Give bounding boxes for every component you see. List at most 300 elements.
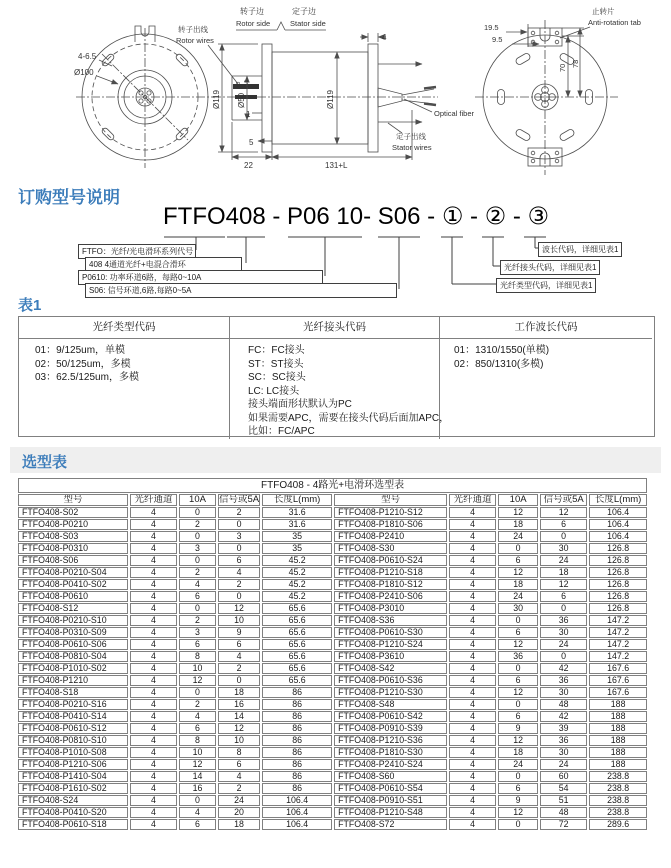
value-cell: 86 <box>262 687 332 698</box>
model-cell: FTFO408-P3610 <box>334 651 447 662</box>
value-cell: 167.6 <box>589 687 647 698</box>
table-row <box>18 543 647 554</box>
table1 <box>18 316 655 437</box>
dim-1: 1 <box>246 110 251 119</box>
value-cell: 4 <box>449 771 496 782</box>
value-cell: 4 <box>449 567 496 578</box>
value-cell: 0 <box>540 651 587 662</box>
value-cell: 6 <box>218 759 260 770</box>
connector-list-item: SC：SC接头 <box>248 372 306 383</box>
wavelength-list-item: 02：850/1310(多模) <box>454 358 544 370</box>
value-cell: 106.4 <box>589 531 647 542</box>
value-cell: 16 <box>179 783 216 794</box>
model-cell: FTFO408-S02 <box>18 507 128 518</box>
value-cell: 188 <box>589 735 647 746</box>
value-cell: 9 <box>498 723 538 734</box>
connector-list-item: 如果需要APC，需要在接头代码后面加APC， <box>248 412 450 424</box>
value-cell: 4 <box>449 651 496 662</box>
selection-column-header: 信号或5A <box>219 494 260 505</box>
value-cell: 0 <box>218 591 260 602</box>
model-number-item: ① <box>441 203 464 230</box>
optical-fiber-label: Optical fiber <box>434 109 475 118</box>
value-cell: 4 <box>449 783 496 794</box>
model-cell: FTFO408-P0210 <box>18 519 128 530</box>
table-row <box>18 771 647 782</box>
value-cell: 18 <box>498 747 538 758</box>
value-cell: 4 <box>130 795 177 806</box>
value-cell: 4 <box>449 615 496 626</box>
value-cell: 9 <box>218 627 260 638</box>
value-cell: 4 <box>130 603 177 614</box>
table-row <box>18 651 647 662</box>
rear-view-drawing <box>475 6 641 175</box>
value-cell: 12 <box>218 723 260 734</box>
value-cell: 4 <box>130 639 177 650</box>
model-cell: FTFO408-P0910-S39 <box>334 723 447 734</box>
value-cell: 106.4 <box>589 507 647 518</box>
connector-list <box>230 339 450 439</box>
connector-list-item: FC：FC接头 <box>248 345 305 356</box>
value-cell: 126.8 <box>589 567 647 578</box>
value-cell: 48 <box>540 807 587 818</box>
model-cell: FTFO408-P1010-S02 <box>18 663 128 674</box>
model-cell: FTFO408-P2410-S24 <box>334 759 447 770</box>
dia119-left-dim: Ø119 <box>212 90 221 109</box>
model-cell: FTFO408-P0610-S24 <box>334 555 447 566</box>
value-cell: 0 <box>179 795 216 806</box>
dim-78: 78 <box>571 59 580 68</box>
value-cell: 6 <box>498 711 538 722</box>
model-cell: FTFO408-S12 <box>18 603 128 614</box>
selection-column-header: 10A <box>179 494 216 506</box>
model-cell: FTFO408-P0610-S18 <box>18 819 128 830</box>
value-cell: 10 <box>218 735 260 746</box>
model-number-item: - <box>420 203 442 230</box>
value-cell: 188 <box>589 699 647 710</box>
model-cell: FTFO408-P1810-S30 <box>334 747 447 758</box>
model-cell: FTFO408-P0610 <box>18 591 128 602</box>
value-cell: 4 <box>449 603 496 614</box>
technical-drawing <box>0 0 671 180</box>
value-cell: 4 <box>449 555 496 566</box>
value-cell: 45.2 <box>262 591 332 602</box>
model-cell: FTFO408-P1610-S02 <box>18 783 128 794</box>
value-cell: 4 <box>449 687 496 698</box>
model-cell: FTFO408-P1210-S18 <box>334 567 447 578</box>
value-cell: 4 <box>218 567 260 578</box>
value-cell: 4 <box>130 507 177 518</box>
table-row <box>18 699 647 710</box>
value-cell: 4 <box>449 675 496 686</box>
value-cell: 106.4 <box>262 795 332 806</box>
value-cell: 36 <box>540 615 587 626</box>
value-cell: 31.6 <box>262 507 332 518</box>
value-cell: 238.8 <box>589 795 647 806</box>
model-cell: FTFO408-P0410-S02 <box>18 579 128 590</box>
value-cell: 6 <box>498 675 538 686</box>
value-cell: 6 <box>179 723 216 734</box>
model-cell: FTFO408-P0910-S51 <box>334 795 447 806</box>
model-cell: FTFO408-P0810-S04 <box>18 651 128 662</box>
value-cell: 4 <box>130 699 177 710</box>
table-row <box>18 747 647 758</box>
value-cell: 4 <box>449 807 496 818</box>
value-cell: 0 <box>218 675 260 686</box>
value-cell: 16 <box>218 699 260 710</box>
value-cell: 42 <box>540 663 587 674</box>
model-cell: FTFO408-P0610-S30 <box>334 627 447 638</box>
connector-list-item: 比如：FC/APC <box>248 426 315 437</box>
model-cell: FTFO408-P1010-S08 <box>18 747 128 758</box>
model-cell: FTFO408-S48 <box>334 699 447 710</box>
value-cell: 4 <box>449 819 496 830</box>
value-cell: 4 <box>449 627 496 638</box>
table-row <box>18 519 647 530</box>
model-number-item: - <box>363 203 378 230</box>
value-cell: 0 <box>498 663 538 674</box>
value-cell: 12 <box>179 675 216 686</box>
value-cell: 3 <box>179 543 216 554</box>
fiber-type-list-item: 02：50/125um，多模 <box>35 358 131 370</box>
value-cell: 36 <box>540 735 587 746</box>
dia50-dim: Ø50 <box>237 92 246 108</box>
anti-rotation-tab-label-en: Anti-rotation tab <box>588 18 641 27</box>
fiber-type-list-item: 01：9/125um，单模 <box>35 345 126 356</box>
table-row <box>18 711 647 722</box>
model-cell: FTFO408-P0210-S16 <box>18 699 128 710</box>
value-cell: 24 <box>540 639 587 650</box>
value-cell: 9 <box>498 795 538 806</box>
value-cell: 54 <box>540 783 587 794</box>
model-cell: FTFO408-P0610-S06 <box>18 639 128 650</box>
value-cell: 45.2 <box>262 555 332 566</box>
model-cell: FTFO408-P1210-S30 <box>334 687 447 698</box>
selection-column-header: 光纤通道 <box>449 494 496 506</box>
value-cell: 6 <box>179 591 216 602</box>
value-cell: 65.6 <box>262 615 332 626</box>
value-cell: 35 <box>262 543 332 554</box>
table-row <box>18 615 647 626</box>
value-cell: 12 <box>498 735 538 746</box>
model-cell: FTFO408-P0210-S04 <box>18 567 128 578</box>
model-number-item: - <box>265 203 288 230</box>
value-cell: 4 <box>449 579 496 590</box>
dim-131L: 131+L <box>325 161 348 170</box>
value-cell: 4 <box>130 723 177 734</box>
value-cell: 24 <box>540 555 587 566</box>
value-cell: 18 <box>498 579 538 590</box>
value-cell: 106.4 <box>262 807 332 818</box>
value-cell: 6 <box>498 555 538 566</box>
value-cell: 86 <box>262 735 332 746</box>
value-cell: 36 <box>540 675 587 686</box>
value-cell: 4 <box>449 639 496 650</box>
model-cell: FTFO408-P0310-S09 <box>18 627 128 638</box>
value-cell: 72 <box>540 819 587 830</box>
value-cell: 6 <box>540 519 587 530</box>
table-row <box>18 591 647 602</box>
value-cell: 24 <box>540 759 587 770</box>
value-cell: 4 <box>130 615 177 626</box>
value-cell: 4 <box>130 555 177 566</box>
value-cell: 4 <box>449 507 496 518</box>
value-cell: 4 <box>130 747 177 758</box>
value-cell: 20 <box>218 807 260 818</box>
selection-table <box>16 477 649 831</box>
model-cell: FTFO408-S06 <box>18 555 128 566</box>
value-cell: 2 <box>179 615 216 626</box>
value-cell: 4 <box>130 819 177 830</box>
value-cell: 188 <box>589 759 647 770</box>
value-cell: 12 <box>540 579 587 590</box>
value-cell: 18 <box>540 567 587 578</box>
model-number-item: ③ <box>527 203 550 230</box>
value-cell: 188 <box>589 711 647 722</box>
selection-column-header: 光纤通道 <box>130 494 177 506</box>
value-cell: 2 <box>218 507 260 518</box>
model-number-item: ② <box>484 203 507 230</box>
value-cell: 4 <box>130 567 177 578</box>
value-cell: 106.4 <box>589 519 647 530</box>
value-cell: 2 <box>218 783 260 794</box>
model-cell: FTFO408-S60 <box>334 771 447 782</box>
value-cell: 106.4 <box>262 819 332 830</box>
table-row <box>18 663 647 674</box>
model-cell: FTFO408-P1210-S06 <box>18 759 128 770</box>
value-cell: 39 <box>540 723 587 734</box>
value-cell: 126.8 <box>589 603 647 614</box>
selection-column-header: 型号 <box>334 494 447 506</box>
model-number-item: 408 <box>225 203 266 230</box>
model-cell: FTFO408-P1210-S36 <box>334 735 447 746</box>
value-cell: 10 <box>179 663 216 674</box>
dim-9-5: 9.5 <box>492 35 503 44</box>
connector-list-item: LC: LC接头 <box>248 385 300 397</box>
value-cell: 4 <box>449 723 496 734</box>
value-cell: 3 <box>218 531 260 542</box>
value-cell: 48 <box>540 699 587 710</box>
table-row <box>18 555 647 566</box>
value-cell: 147.2 <box>589 639 647 650</box>
model-cell: FTFO408-P0610-S42 <box>334 711 447 722</box>
table-row <box>18 639 647 650</box>
value-cell: 12 <box>498 567 538 578</box>
table-row <box>18 783 647 794</box>
value-cell: 4 <box>130 627 177 638</box>
dim-4: 4 <box>382 33 387 42</box>
model-cell: FTFO408-P1410-S04 <box>18 771 128 782</box>
value-cell: 12 <box>498 507 538 518</box>
selection-column-header: 10A <box>498 494 538 506</box>
value-cell: 4 <box>179 807 216 818</box>
table-row <box>18 807 647 818</box>
value-cell: 4 <box>130 531 177 542</box>
value-cell: 188 <box>589 747 647 758</box>
value-cell: 30 <box>540 627 587 638</box>
selection-heading-bar <box>10 447 661 473</box>
value-cell: 10 <box>179 747 216 758</box>
model-cell: FTFO408-P0310 <box>18 543 128 554</box>
value-cell: 0 <box>179 531 216 542</box>
stator-wires-label-en: Stator wires <box>392 143 432 152</box>
value-cell: 86 <box>262 771 332 782</box>
value-cell: 0 <box>498 819 538 830</box>
dia50-tol-bottom: -0.1 <box>244 79 250 89</box>
value-cell: 12 <box>498 639 538 650</box>
table-row <box>18 531 647 542</box>
model-cell: FTFO408-S42 <box>334 663 447 674</box>
value-cell: 4 <box>130 579 177 590</box>
model-cell: FTFO408-P1210 <box>18 675 128 686</box>
model-note-connector: 光纤接头代码，详细见表1 <box>500 260 600 275</box>
table1-heading: 表1 <box>18 297 42 314</box>
value-cell: 0 <box>179 603 216 614</box>
value-cell: 4 <box>218 771 260 782</box>
value-cell: 6 <box>218 639 260 650</box>
value-cell: 0 <box>179 555 216 566</box>
stator-side-label-en: Stator side <box>290 19 326 28</box>
model-cell: FTFO408-P0410-S20 <box>18 807 128 818</box>
model-number-item: - <box>463 203 485 230</box>
value-cell: 0 <box>179 507 216 518</box>
value-cell: 8 <box>179 735 216 746</box>
value-cell: 238.8 <box>589 771 647 782</box>
value-cell: 24 <box>498 591 538 602</box>
value-cell: 86 <box>262 723 332 734</box>
value-cell: 4 <box>449 795 496 806</box>
value-cell: 65.6 <box>262 675 332 686</box>
value-cell: 10 <box>218 615 260 626</box>
anti-rotation-tab-label-cn: 止转片 <box>592 7 615 16</box>
value-cell: 2 <box>179 519 216 530</box>
selection-column-header: 信号或5A <box>540 494 587 506</box>
value-cell: 126.8 <box>589 591 647 602</box>
value-cell: 12 <box>498 807 538 818</box>
value-cell: 24 <box>498 531 538 542</box>
table-row <box>18 567 647 578</box>
connector-list-item: 接头端面形状默认为PC <box>248 399 352 410</box>
value-cell: 12 <box>498 687 538 698</box>
value-cell: 289.6 <box>589 819 647 830</box>
value-cell: 0 <box>179 687 216 698</box>
value-cell: 126.8 <box>589 579 647 590</box>
value-cell: 4 <box>130 687 177 698</box>
wavelength-list-item: 01：1310/1550(单模) <box>454 345 550 356</box>
value-cell: 6 <box>498 627 538 638</box>
value-cell: 65.6 <box>262 603 332 614</box>
model-cell: FTFO408-P0810-S10 <box>18 735 128 746</box>
value-cell: 65.6 <box>262 627 332 638</box>
model-cell: FTFO408-S30 <box>334 543 447 554</box>
model-cell: FTFO408-P1810-S12 <box>334 579 447 590</box>
table-row <box>18 687 647 698</box>
value-cell: 6 <box>540 591 587 602</box>
model-cell: FTFO408-S24 <box>18 795 128 806</box>
value-cell: 30 <box>540 543 587 554</box>
model-cell: FTFO408-P1810-S06 <box>334 519 447 530</box>
value-cell: 65.6 <box>262 639 332 650</box>
fiber-type-list-item: 03：62.5/125um，多模 <box>35 372 139 383</box>
selection-column-header: 型号 <box>18 494 128 506</box>
value-cell: 4 <box>130 651 177 662</box>
table-row <box>18 627 647 638</box>
selection-heading: 选型表 <box>22 454 68 471</box>
value-cell: 4 <box>130 663 177 674</box>
value-cell: 4 <box>130 519 177 530</box>
model-cell: FTFO408-S03 <box>18 531 128 542</box>
side-view-drawing <box>176 6 475 170</box>
wavelength-list <box>440 339 652 439</box>
value-cell: 0 <box>498 699 538 710</box>
stator-wires-label-cn: 定子出线 <box>396 132 426 141</box>
value-cell: 65.6 <box>262 651 332 662</box>
value-cell: 0 <box>498 771 538 782</box>
model-note-power: P0610: 功率环道6路，每路0~10A <box>78 270 323 285</box>
value-cell: 36 <box>498 651 538 662</box>
value-cell: 65.6 <box>262 663 332 674</box>
value-cell: 0 <box>540 603 587 614</box>
rotor-wires-label-cn: 转子出线 <box>178 25 208 34</box>
table-row <box>18 723 647 734</box>
model-number-item: P06 10 <box>287 203 364 230</box>
model-number-item: S06 <box>377 203 421 230</box>
dim-19-5: 19.5 <box>484 23 499 32</box>
value-cell: 4 <box>130 783 177 794</box>
value-cell: 30 <box>540 747 587 758</box>
value-cell: 2 <box>179 567 216 578</box>
table1-col-wavelength: 工作波长代码 <box>440 317 652 339</box>
value-cell: 4 <box>130 711 177 722</box>
connector-list-item: ST：ST接头 <box>248 358 304 370</box>
front-holes-dim: 4-6.5 <box>78 52 97 61</box>
model-cell: FTFO408-P0610-S36 <box>334 675 447 686</box>
value-cell: 167.6 <box>589 663 647 674</box>
fiber-type-list <box>19 339 230 439</box>
value-cell: 30 <box>498 603 538 614</box>
value-cell: 2 <box>179 699 216 710</box>
stator-side-label-cn: 定子边 <box>292 7 316 16</box>
value-cell: 86 <box>262 783 332 794</box>
model-cell: FTFO408-S72 <box>334 819 447 830</box>
value-cell: 12 <box>179 759 216 770</box>
value-cell: 4 <box>130 771 177 782</box>
value-cell: 14 <box>218 711 260 722</box>
table-row <box>18 735 647 746</box>
value-cell: 4 <box>449 591 496 602</box>
model-cell: FTFO408-P0410-S14 <box>18 711 128 722</box>
model-cell: FTFO408-S36 <box>334 615 447 626</box>
table1-col-connector: 光纤接头代码 <box>230 317 440 339</box>
value-cell: 6 <box>179 819 216 830</box>
selection-header-row <box>18 494 647 506</box>
value-cell: 188 <box>589 723 647 734</box>
value-cell: 147.2 <box>589 651 647 662</box>
value-cell: 4 <box>449 735 496 746</box>
model-number-item: - <box>506 203 528 230</box>
model-note-series: FTFO：光纤/光电滑环系列代号 <box>78 244 196 259</box>
rotor-side-label-en: Rotor side <box>236 19 271 28</box>
table-row <box>18 507 647 518</box>
value-cell: 4 <box>130 543 177 554</box>
model-cell: FTFO408-P2410-S06 <box>334 591 447 602</box>
value-cell: 18 <box>218 687 260 698</box>
value-cell: 0 <box>498 615 538 626</box>
value-cell: 4 <box>449 531 496 542</box>
value-cell: 42 <box>540 711 587 722</box>
model-cell: FTFO408-P3010 <box>334 603 447 614</box>
value-cell: 4 <box>179 711 216 722</box>
front-view-drawing <box>74 26 214 168</box>
